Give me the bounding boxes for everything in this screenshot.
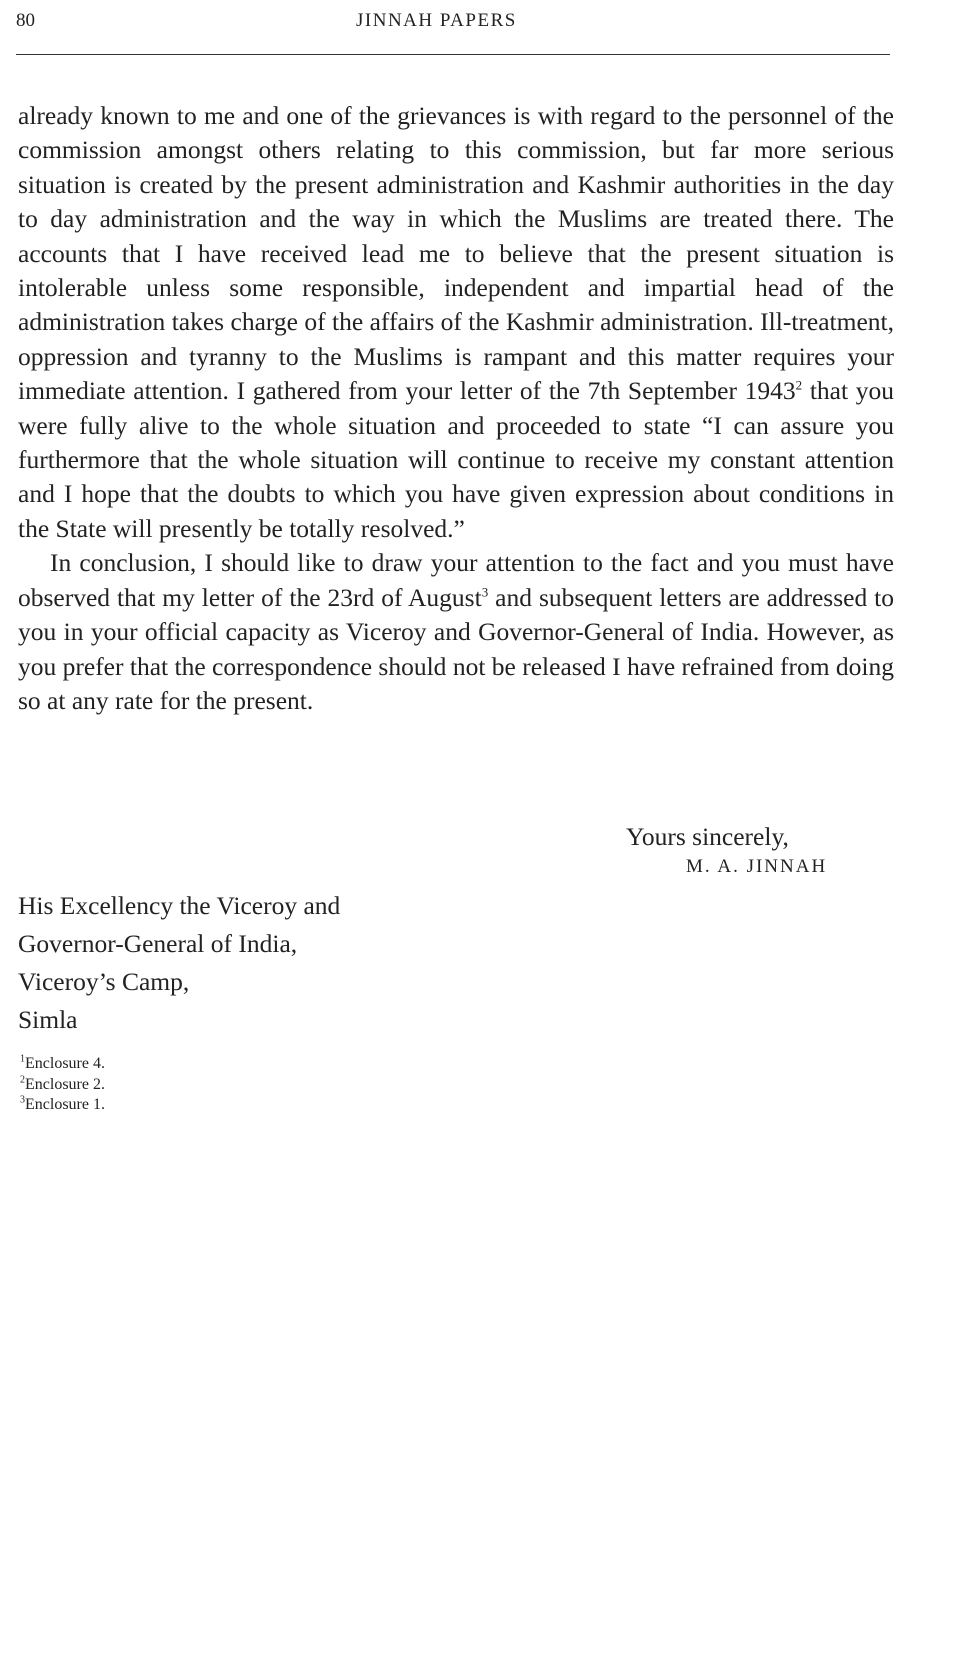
footnote: [20, 1095, 105, 1116]
footnote-marker: 3: [20, 1094, 25, 1106]
recipient-address: [18, 887, 340, 1039]
paragraph-2-text-a: In conclusion, I should like to draw your attention to the fact and you must have observed that my letter of the 23rd of August: [18, 548, 894, 612]
footnote-ref-2: 2: [795, 377, 803, 393]
paragraph-1: [18, 99, 894, 546]
paragraph-1-text-b: that you were fully alive to the whole situation and proceeded to state “I can assure you furthermore that the whole situation will continue to receive my constant attention and I hope that the doubts to which you have given expression about conditions in the State will presently be totally resolved.”: [18, 376, 894, 543]
footnote-marker: 2: [20, 1074, 25, 1086]
footnote-marker: 1: [20, 1053, 25, 1065]
header-rule: [16, 54, 890, 55]
page-header: [16, 6, 896, 54]
address-line-2: Governor-General of India,: [18, 929, 298, 958]
address-line-4: Simla: [18, 1005, 78, 1034]
running-title: JINNAH PAPERS: [356, 10, 517, 31]
footnote: [20, 1075, 105, 1096]
paragraph-2-text-b: and subsequent letters are addressed to you in your official capacity as Viceroy and Governor-General of India. However, as you prefer that the correspondence should not be released I have refrained from doing so at any rate for the present.: [18, 582, 894, 715]
footnote-text: Enclosure 4.: [25, 1055, 105, 1072]
address-line-3: Viceroy’s Camp,: [18, 967, 190, 996]
address-line-1: His Excellency the Viceroy and: [18, 891, 341, 920]
footnote-text: Enclosure 1.: [25, 1096, 105, 1113]
footnote-text: Enclosure 2.: [25, 1075, 105, 1093]
paragraph-2: [18, 546, 894, 718]
footnote: [20, 1054, 105, 1075]
footnotes: [20, 1054, 105, 1116]
letter-body: [18, 99, 894, 718]
footnote-ref-3: 3: [481, 584, 489, 600]
signature: M. A. JINNAH: [686, 856, 828, 877]
page-number: 80: [16, 10, 35, 31]
closing-salutation: Yours sincerely,: [626, 822, 789, 851]
paragraph-1-text-a: already known to me and one of the grievances is with regard to the personnel of the commission amongst others relating to this commission, but far more serious situation is created by the present administration and Kashmir authorities in the day to day administration and the way in which the Muslims are treated there. The accounts that I have received lead me to believe that the present situation is intolerable unless some responsible, independent and impartial head of the administration takes charge of the affairs of the Kashmir administration. Ill-treatment, oppression and tyranny to the Muslims is rampant and this matter requires your immediate attention. I gathered from your letter of the 7th September 1943: [18, 101, 894, 406]
